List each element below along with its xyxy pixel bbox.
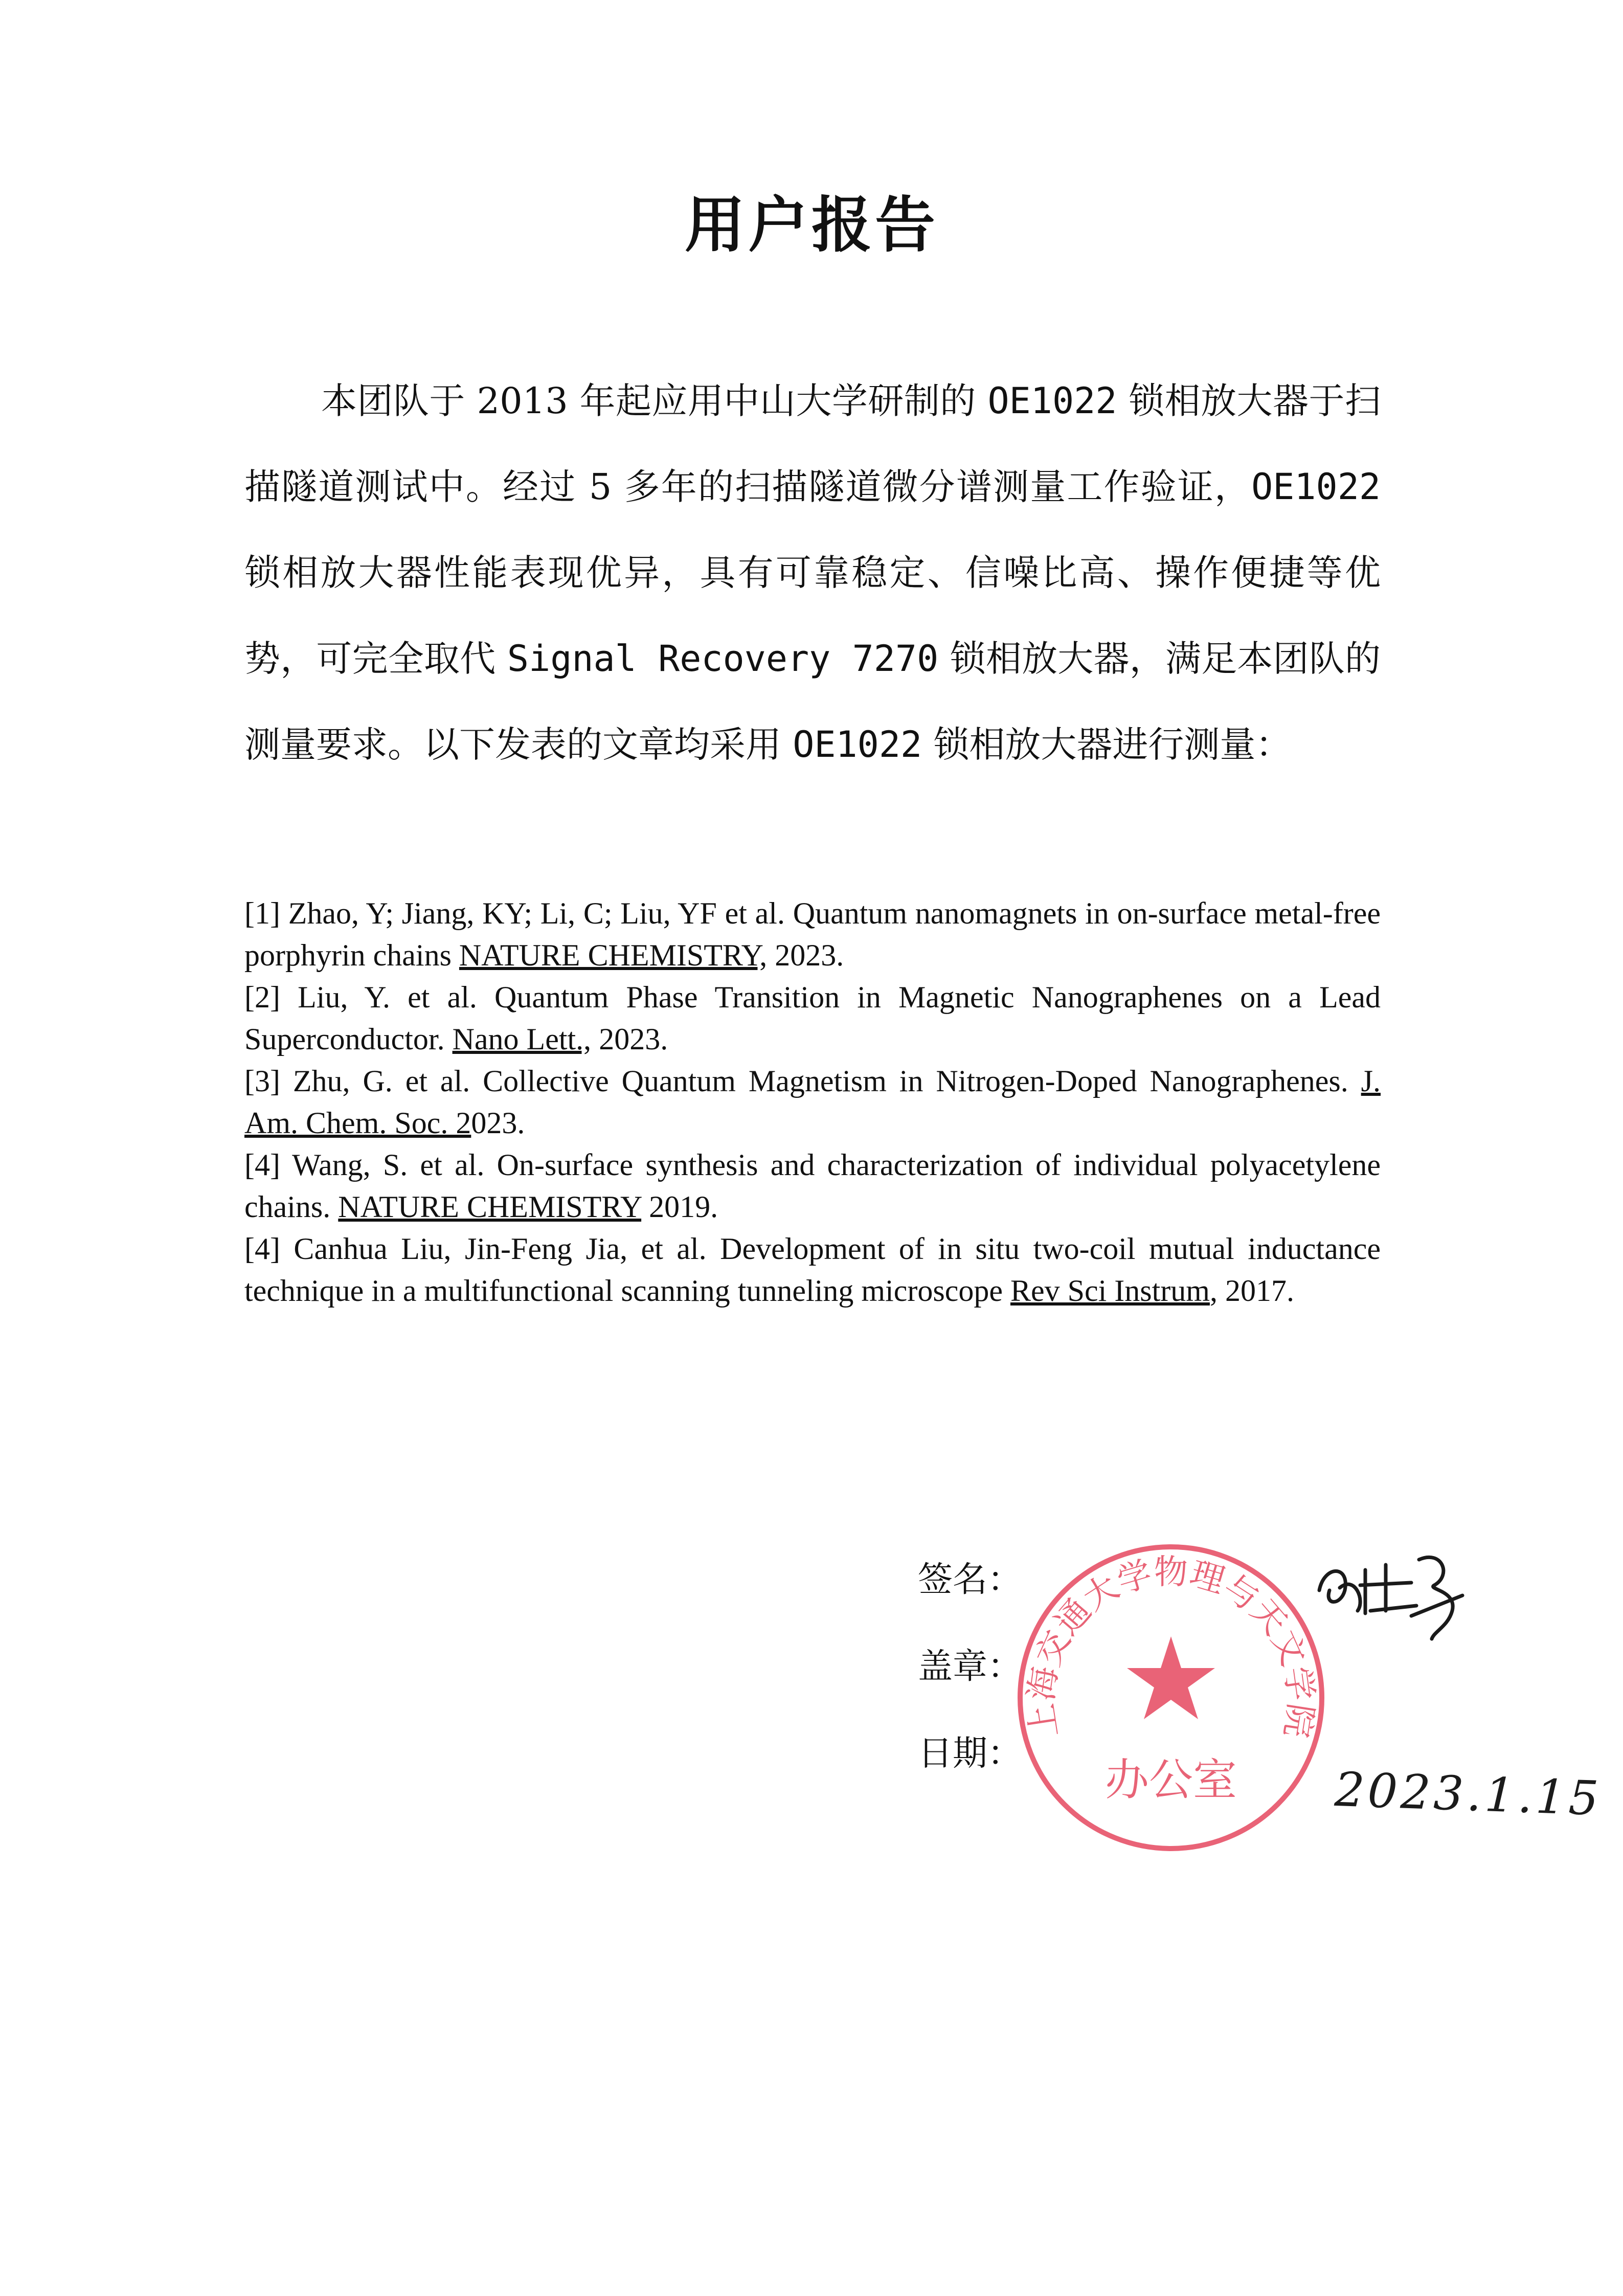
date-label: 日期： — [918, 1734, 1023, 1774]
model-name: OE1022 — [1251, 466, 1381, 508]
reference-year: 2023. — [767, 938, 844, 972]
reference-journal: Nano Lett., — [452, 1022, 592, 1056]
reference-year: , 2017. — [1209, 1274, 1294, 1308]
seal-top-text: 上海交通大学物理与天文学院 — [1021, 1552, 1321, 1741]
reference-item — [244, 1228, 1381, 1312]
model-name: OE1022 — [793, 724, 922, 766]
reference-item — [244, 1060, 1381, 1144]
body-text-2: 锁相放大器于扫描隧道测试中。经过 5 多年的扫描隧道微分谱测量工作验证， — [244, 380, 1381, 508]
reference-journal: NATURE CHEMISTRY, — [459, 938, 768, 972]
page-title: 用户报告 — [684, 190, 938, 260]
body-text-1: 本团队于 2013 年起应用中山大学研制的 — [321, 380, 988, 422]
reference-item — [244, 976, 1381, 1060]
reference-item — [244, 1144, 1381, 1228]
reference-journal: J. Am. Chem. Soc. 2 — [244, 1064, 1381, 1140]
sign-block — [918, 1555, 1022, 1815]
reference-text: [3] Zhu, G. et al. Collective Quantum Magnetism in Nitrogen-Doped Nanographenes. — [244, 1064, 1361, 1098]
reference-year: 2019. — [641, 1190, 718, 1224]
model-name: OE1022 — [987, 380, 1117, 422]
handwritten-date: 2023.1.15 — [1334, 1762, 1603, 1827]
body-text-5: 锁相放大器进行测量： — [922, 724, 1292, 766]
signature-label: 签名： — [918, 1560, 1023, 1600]
reference-text: [1] Zhao, Y; Jiang, KY; Li, C; Liu, YF et al. Quantum nanomagnets in on-surface metal-free porphyrin chains — [244, 896, 1381, 972]
body-text-3: 锁相放大器性能表现优异，具有可靠稳定、信噪比高、操作便捷等优势，可完全取代 — [244, 552, 1381, 680]
official-seal-stamp — [1012, 1539, 1329, 1856]
reference-journal: NATURE CHEMISTRY — [338, 1190, 642, 1224]
reference-year: 2023. — [591, 1022, 668, 1056]
handwritten-signature — [1309, 1529, 1473, 1647]
reference-text: [4] Canhua Liu, Jin-Feng Jia, et al. Development of in situ two-coil mutual inductance technique in a multifunctional scanning tunneling microscope — [244, 1232, 1381, 1308]
seal-label: 盖章： — [918, 1647, 1023, 1687]
body-text-4: 锁相放大器，满足本团队的测量要求。以下发表的文章均采用 — [244, 638, 1381, 766]
reference-text: [2] Liu, Y. et al. Quantum Phase Transition in Magnetic Nanographenes on a Lead Superconductor. — [244, 980, 1381, 1056]
body-paragraph — [244, 358, 1381, 787]
competitor-model: Signal Recovery 7270 — [507, 638, 939, 680]
seal-bottom-text: 办公室 — [1105, 1754, 1237, 1806]
reference-year: 023. — [471, 1106, 525, 1140]
reference-list — [244, 892, 1381, 1312]
reference-text: [4] Wang, S. et al. On-surface synthesis and characterization of individual polyacetylene chains. — [244, 1148, 1381, 1224]
reference-journal: Rev Sci Instrum — [1010, 1274, 1210, 1308]
reference-item — [244, 892, 1381, 976]
